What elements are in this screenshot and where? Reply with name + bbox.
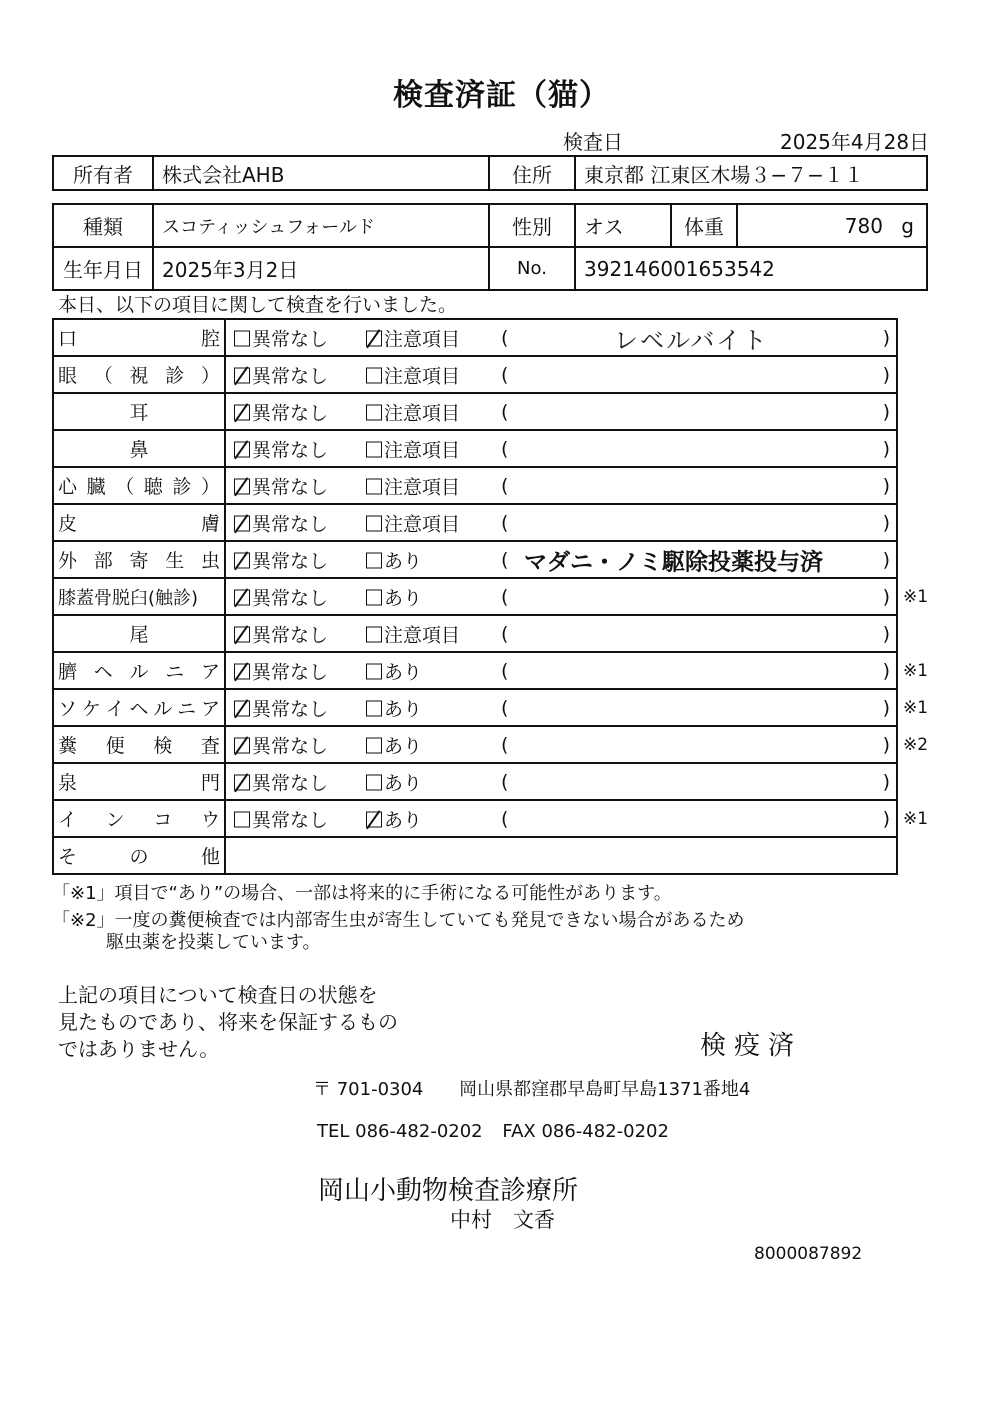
no-label: No. bbox=[489, 247, 575, 290]
paren-open: ( bbox=[501, 400, 509, 423]
other-label bbox=[53, 837, 225, 874]
inspection-item-label: 膝蓋骨脱臼(触診) bbox=[53, 578, 225, 615]
label-char: 他 bbox=[200, 846, 220, 868]
option-normal[interactable] bbox=[234, 805, 328, 832]
inspection-note: レベルバイト bbox=[614, 326, 769, 354]
disclaimer-line: ではありません。 bbox=[58, 1037, 220, 1061]
option-normal[interactable] bbox=[234, 509, 328, 536]
owner-label: 所有者 bbox=[53, 156, 153, 190]
paren-close: ) bbox=[882, 733, 890, 756]
option-attention-label: 注意項目 bbox=[384, 624, 461, 646]
inspection-row bbox=[53, 689, 897, 726]
checkbox-icon[interactable] bbox=[366, 737, 382, 753]
option-normal-label: 異常なし bbox=[252, 513, 329, 535]
disclaimer bbox=[58, 982, 398, 1063]
option-attention-label: あり bbox=[384, 550, 423, 572]
inspection-options bbox=[225, 800, 897, 837]
label-chars bbox=[58, 768, 220, 795]
inspection-options bbox=[225, 319, 897, 356]
weight-cell bbox=[737, 204, 927, 247]
option-attention-label: あり bbox=[384, 735, 423, 757]
paren-open: ( bbox=[501, 585, 509, 608]
paren-open: ( bbox=[501, 511, 509, 534]
footnote-mark: ※1 bbox=[903, 698, 929, 718]
label-chars bbox=[58, 361, 220, 388]
inspection-row bbox=[53, 763, 897, 800]
paren-close: ) bbox=[882, 585, 890, 608]
inspection-item-label: 耳 bbox=[53, 393, 225, 430]
checked-box-icon[interactable] bbox=[234, 404, 250, 420]
option-normal-label: 異常なし bbox=[252, 365, 329, 387]
dob-label: 生年月日 bbox=[53, 247, 153, 290]
paren-close: ) bbox=[882, 400, 890, 423]
paren-open: ( bbox=[501, 733, 509, 756]
breed-label: 種類 bbox=[53, 204, 153, 247]
footnote-mark: ※1 bbox=[903, 661, 929, 681]
label-char: の bbox=[129, 846, 149, 868]
paren-open: ( bbox=[501, 474, 509, 497]
breed-value: スコティッシュフォールド bbox=[153, 204, 489, 247]
label-char: ア bbox=[200, 698, 220, 720]
footnote-3: 駆虫薬を投薬しています。 bbox=[106, 932, 321, 953]
label-char: 聴 bbox=[143, 476, 163, 498]
paren-close: ) bbox=[882, 696, 890, 719]
inspection-note: マダニ・ノミ駆除投薬投与済 bbox=[524, 549, 823, 575]
inspection-item-label bbox=[53, 541, 225, 578]
paren-open: ( bbox=[501, 807, 509, 830]
label-char: 皮 bbox=[58, 513, 78, 535]
label-char: 検 bbox=[153, 735, 173, 757]
checked-box-icon[interactable] bbox=[366, 330, 382, 346]
option-normal[interactable] bbox=[234, 657, 328, 684]
inspection-options bbox=[225, 615, 897, 652]
option-attention-label: あり bbox=[384, 661, 423, 683]
label-chars bbox=[58, 657, 220, 684]
footnote-2: 「※2」一度の糞便検査では内部寄生虫が寄生していても発見できない場合があるため bbox=[52, 910, 745, 931]
label-char: 糞 bbox=[58, 735, 78, 757]
option-attention[interactable] bbox=[366, 361, 460, 388]
label-char: ヘ bbox=[93, 661, 113, 683]
option-attention[interactable] bbox=[366, 768, 422, 795]
label-char: 眼 bbox=[58, 365, 78, 387]
inspection-options bbox=[225, 541, 897, 578]
checked-box-icon[interactable] bbox=[366, 811, 382, 827]
inspection-item-label bbox=[53, 763, 225, 800]
label-char: 外 bbox=[58, 550, 78, 572]
intro-text: 本日、以下の項目に関して検査を行いました。 bbox=[58, 294, 458, 316]
label-char: 虫 bbox=[200, 550, 220, 572]
clinic-contact-line bbox=[317, 1121, 669, 1142]
paren-close: ) bbox=[882, 548, 890, 571]
inspection-item-label bbox=[53, 504, 225, 541]
other-value[interactable] bbox=[225, 837, 897, 874]
option-attention[interactable] bbox=[366, 324, 460, 351]
label-char: 膚 bbox=[200, 513, 220, 535]
paren-close: ) bbox=[882, 622, 890, 645]
checkbox-icon[interactable] bbox=[366, 774, 382, 790]
option-normal[interactable] bbox=[234, 731, 328, 758]
checked-box-icon[interactable] bbox=[234, 367, 250, 383]
inspection-row bbox=[53, 356, 897, 393]
option-normal-label: 異常なし bbox=[252, 587, 329, 609]
checkbox-icon[interactable] bbox=[366, 700, 382, 716]
paren-open: ( bbox=[501, 326, 509, 349]
checkbox-icon[interactable] bbox=[366, 478, 382, 494]
option-attention-label: あり bbox=[384, 809, 423, 831]
checkbox-icon[interactable] bbox=[366, 441, 382, 457]
option-attention[interactable] bbox=[366, 583, 422, 610]
paren-close: ) bbox=[882, 770, 890, 793]
paren-close: ) bbox=[882, 326, 890, 349]
label-char: 泉 bbox=[58, 772, 78, 794]
label-char: コ bbox=[153, 809, 173, 831]
option-normal[interactable] bbox=[234, 694, 328, 721]
paren-close: ) bbox=[882, 437, 890, 460]
label-char: ア bbox=[200, 661, 220, 683]
inspection-row-other bbox=[53, 837, 897, 874]
label-char: 門 bbox=[200, 772, 220, 794]
option-normal[interactable] bbox=[234, 324, 328, 351]
option-normal[interactable] bbox=[234, 472, 328, 499]
option-attention[interactable] bbox=[366, 805, 422, 832]
label-char: 部 bbox=[93, 550, 113, 572]
footnote-1: 「※1」項目で“あり”の場合、一部は将来的に手術になる可能性があります。 bbox=[52, 883, 672, 904]
option-attention-label: 注意項目 bbox=[384, 365, 461, 387]
inspection-row bbox=[53, 430, 897, 467]
option-attention[interactable] bbox=[366, 731, 422, 758]
label-char: ヘ bbox=[129, 698, 149, 720]
inspection-item-label bbox=[53, 652, 225, 689]
option-attention-label: 注意項目 bbox=[384, 513, 461, 535]
inspection-table bbox=[52, 318, 898, 875]
sex-label: 性別 bbox=[489, 204, 575, 247]
option-attention-label: 注意項目 bbox=[384, 439, 461, 461]
option-attention-label: 注意項目 bbox=[384, 402, 461, 424]
footnote-mark: ※1 bbox=[903, 587, 929, 607]
option-normal[interactable] bbox=[234, 435, 328, 462]
checked-box-icon[interactable] bbox=[234, 441, 250, 457]
option-attention[interactable] bbox=[366, 509, 460, 536]
option-normal-label: 異常なし bbox=[252, 328, 329, 350]
inspection-item-label bbox=[53, 467, 225, 504]
inspection-options bbox=[225, 578, 897, 615]
footnote-mark: ※2 bbox=[903, 735, 929, 755]
label-chars bbox=[58, 694, 220, 721]
checkbox-icon[interactable] bbox=[366, 626, 382, 642]
inspection-item-label bbox=[53, 319, 225, 356]
option-normal-label: 異常なし bbox=[252, 476, 329, 498]
inspection-item-label bbox=[53, 689, 225, 726]
clinic-fax: FAX 086-482-0202 bbox=[502, 1121, 669, 1142]
checked-box-icon[interactable] bbox=[234, 700, 250, 716]
option-attention-label: 注意項目 bbox=[384, 328, 461, 350]
label-char: 生 bbox=[165, 550, 185, 572]
label-char: ） bbox=[200, 365, 220, 387]
footnote-mark: ※1 bbox=[903, 809, 929, 829]
inspection-item-label bbox=[53, 356, 225, 393]
inspection-item-label: 鼻 bbox=[53, 430, 225, 467]
option-attention-label: あり bbox=[384, 698, 423, 720]
label-char: （ bbox=[115, 476, 135, 498]
doctor-name: 中村 文香 bbox=[450, 1208, 555, 1232]
weight-label: 体重 bbox=[671, 204, 737, 247]
label-char: 視 bbox=[129, 365, 149, 387]
label-chars bbox=[58, 842, 220, 869]
label-char: そ bbox=[58, 846, 78, 868]
label-char: 心 bbox=[58, 476, 78, 498]
option-normal-label: 異常なし bbox=[252, 402, 329, 424]
option-normal-label: 異常なし bbox=[252, 624, 329, 646]
label-char: 診 bbox=[165, 365, 185, 387]
checkbox-icon[interactable] bbox=[366, 404, 382, 420]
inspection-row bbox=[53, 726, 897, 763]
label-char: 査 bbox=[200, 735, 220, 757]
checkbox-icon[interactable] bbox=[366, 589, 382, 605]
checked-box-icon[interactable] bbox=[234, 626, 250, 642]
option-normal-label: 異常なし bbox=[252, 550, 329, 572]
weight-unit: g bbox=[901, 213, 914, 238]
option-attention[interactable] bbox=[366, 398, 460, 425]
option-normal-label: 異常なし bbox=[252, 698, 329, 720]
label-char: 臓 bbox=[86, 476, 106, 498]
label-char: 便 bbox=[105, 735, 125, 757]
option-attention[interactable] bbox=[366, 620, 460, 647]
checkbox-icon[interactable] bbox=[234, 811, 250, 827]
option-normal[interactable] bbox=[234, 583, 328, 610]
sex-value: オス bbox=[575, 204, 671, 247]
address-label: 住所 bbox=[489, 156, 575, 190]
paren-close: ) bbox=[882, 363, 890, 386]
checkbox-icon[interactable] bbox=[366, 367, 382, 383]
paren-open: ( bbox=[501, 659, 509, 682]
paren-open: ( bbox=[501, 770, 509, 793]
no-value: 392146001653542 bbox=[575, 247, 927, 290]
inspection-options bbox=[225, 763, 897, 800]
label-char: ソ bbox=[58, 698, 78, 720]
checked-box-icon[interactable] bbox=[234, 552, 250, 568]
option-attention[interactable] bbox=[366, 694, 422, 721]
exam-date-label: 検査日 bbox=[563, 130, 623, 154]
label-chars bbox=[58, 805, 220, 832]
label-char: 寄 bbox=[129, 550, 149, 572]
label-chars bbox=[58, 324, 220, 351]
inspection-options bbox=[225, 504, 897, 541]
option-normal-label: 異常なし bbox=[252, 439, 329, 461]
option-normal-label: 異常なし bbox=[252, 735, 329, 757]
label-char: ル bbox=[129, 661, 149, 683]
option-attention[interactable] bbox=[366, 435, 460, 462]
label-char: （ bbox=[93, 365, 113, 387]
paren-open: ( bbox=[501, 548, 509, 571]
label-char: ニ bbox=[177, 698, 197, 720]
label-chars bbox=[58, 509, 220, 536]
option-normal[interactable] bbox=[234, 620, 328, 647]
inspection-options bbox=[225, 467, 897, 504]
clinic-address: 岡山県都窪郡早島町早島1371番地4 bbox=[459, 1079, 751, 1100]
postal-code: 〒 701-0304 bbox=[313, 1079, 424, 1100]
inspection-options bbox=[225, 393, 897, 430]
inspection-options bbox=[225, 689, 897, 726]
inspection-row bbox=[53, 578, 897, 615]
inspection-row bbox=[53, 615, 897, 652]
option-normal[interactable] bbox=[234, 361, 328, 388]
checked-box-icon[interactable] bbox=[234, 774, 250, 790]
label-char: ン bbox=[105, 809, 125, 831]
option-attention-label: あり bbox=[384, 587, 423, 609]
paren-close: ) bbox=[882, 807, 890, 830]
option-normal-label: 異常なし bbox=[252, 661, 329, 683]
inspection-row bbox=[53, 393, 897, 430]
label-char: 診 bbox=[172, 476, 192, 498]
inspection-row bbox=[53, 800, 897, 837]
option-normal[interactable] bbox=[234, 768, 328, 795]
paren-open: ( bbox=[501, 696, 509, 719]
label-char: ニ bbox=[165, 661, 185, 683]
label-char: ウ bbox=[200, 809, 220, 831]
pet-table bbox=[52, 203, 928, 291]
owner-value: 株式会社AHB bbox=[153, 156, 489, 190]
document-number: 8000087892 bbox=[754, 1244, 863, 1264]
checked-box-icon[interactable] bbox=[234, 663, 250, 679]
label-char: ケ bbox=[81, 698, 101, 720]
inspection-options bbox=[225, 356, 897, 393]
label-char: ル bbox=[153, 698, 173, 720]
exam-date: 2025年4月28日 bbox=[780, 130, 930, 154]
checked-box-icon[interactable] bbox=[234, 478, 250, 494]
option-normal-label: 異常なし bbox=[252, 809, 329, 831]
paren-close: ) bbox=[882, 511, 890, 534]
inspection-item-label bbox=[53, 800, 225, 837]
paren-close: ) bbox=[882, 659, 890, 682]
checkbox-icon[interactable] bbox=[234, 330, 250, 346]
checked-box-icon[interactable] bbox=[234, 589, 250, 605]
weight-value: 780 bbox=[844, 213, 883, 238]
disclaimer-line: 上記の項目について検査日の状態を bbox=[58, 983, 378, 1007]
inspection-row bbox=[53, 652, 897, 689]
paren-open: ( bbox=[501, 437, 509, 460]
option-attention[interactable] bbox=[366, 657, 422, 684]
option-attention[interactable] bbox=[366, 546, 422, 573]
label-chars bbox=[58, 472, 220, 499]
inspection-item-label: 尾 bbox=[53, 615, 225, 652]
dob-value: 2025年3月2日 bbox=[153, 247, 489, 290]
inspection-row bbox=[53, 467, 897, 504]
option-normal-label: 異常なし bbox=[252, 772, 329, 794]
checkbox-icon[interactable] bbox=[366, 515, 382, 531]
inspection-row bbox=[53, 541, 897, 578]
inspection-options bbox=[225, 652, 897, 689]
checkbox-icon[interactable] bbox=[366, 552, 382, 568]
option-attention-label: 注意項目 bbox=[384, 476, 461, 498]
owner-table bbox=[52, 155, 928, 191]
checkbox-icon[interactable] bbox=[366, 663, 382, 679]
label-chars bbox=[58, 731, 220, 758]
label-char: イ bbox=[105, 698, 125, 720]
checked-box-icon[interactable] bbox=[234, 515, 250, 531]
clinic-name: 岡山小動物検査診療所 bbox=[318, 1176, 579, 1206]
paren-open: ( bbox=[501, 363, 509, 386]
label-chars bbox=[58, 546, 220, 573]
inspection-item-label bbox=[53, 726, 225, 763]
option-attention[interactable] bbox=[366, 472, 460, 499]
label-char: ） bbox=[200, 476, 220, 498]
label-char: イ bbox=[58, 809, 78, 831]
checked-box-icon[interactable] bbox=[234, 737, 250, 753]
option-normal[interactable] bbox=[234, 398, 328, 425]
label-char: 口 bbox=[58, 328, 78, 350]
inspection-options bbox=[225, 726, 897, 763]
inspection-options bbox=[225, 430, 897, 467]
paren-open: ( bbox=[501, 622, 509, 645]
option-attention-label: あり bbox=[384, 772, 423, 794]
disclaimer-line: 見たものであり、将来を保証するもの bbox=[58, 1010, 398, 1034]
clinic-address-line bbox=[313, 1075, 750, 1101]
label-char: 腔 bbox=[200, 328, 220, 350]
paren-close: ) bbox=[882, 474, 890, 497]
label-char: 臍 bbox=[58, 661, 78, 683]
quarantine-stamp: 検疫済 bbox=[700, 1031, 803, 1061]
inspection-row bbox=[53, 319, 897, 356]
document-title: 検査済証（猫） bbox=[393, 78, 610, 113]
option-normal[interactable] bbox=[234, 546, 328, 573]
inspection-row bbox=[53, 504, 897, 541]
clinic-tel: TEL 086-482-0202 bbox=[317, 1121, 483, 1142]
address-value: 東京都 江東区木場３−７−１１ bbox=[575, 156, 927, 190]
